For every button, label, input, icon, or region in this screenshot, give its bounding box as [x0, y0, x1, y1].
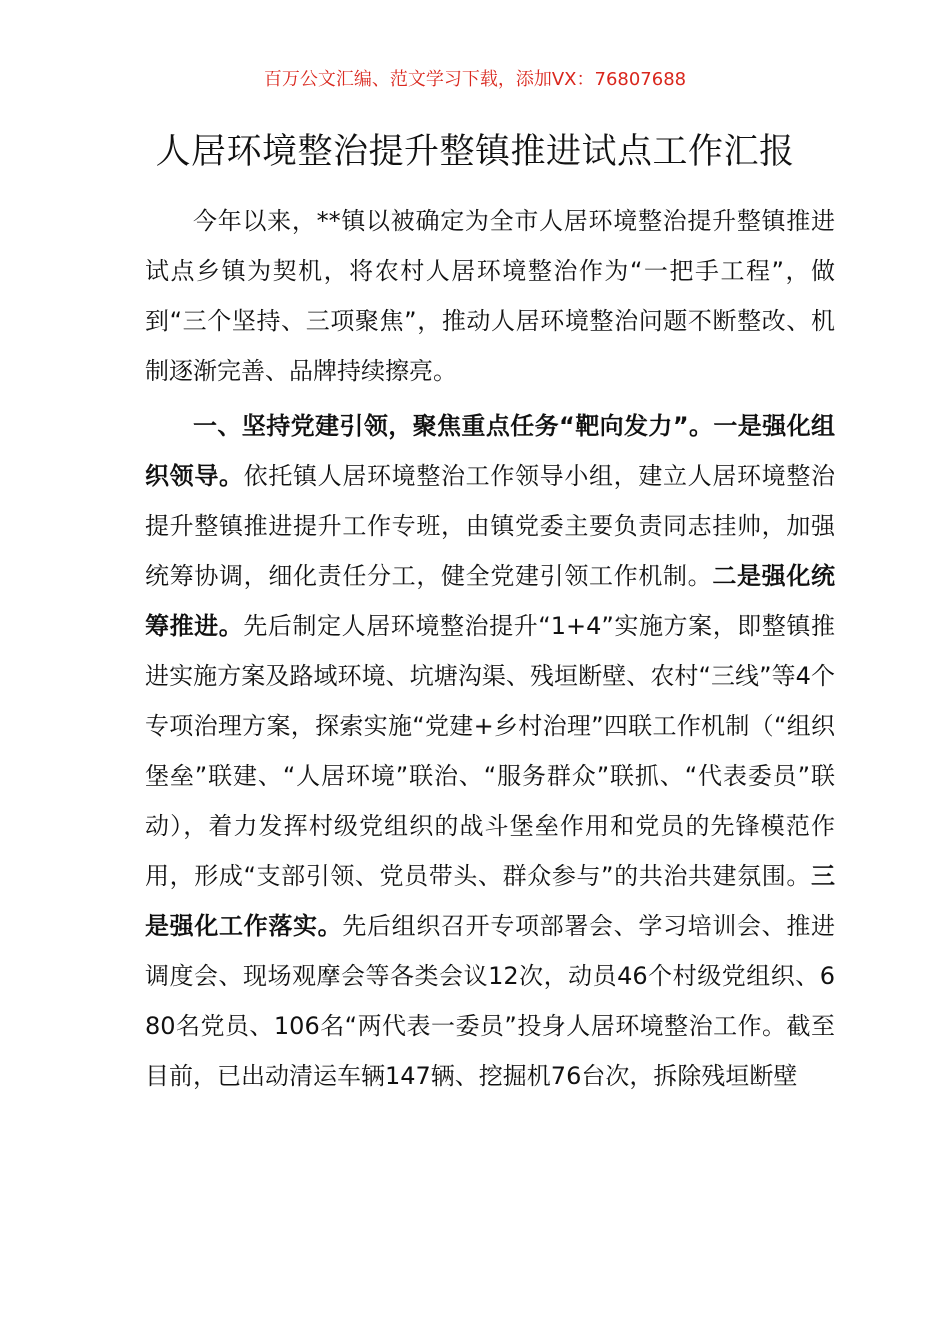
section-1-paragraph	[145, 401, 835, 1101]
point-3-title: 三是强化工作落实。	[145, 862, 835, 940]
point-2-text: 先后制定人居环境整治提升“1+4”实施方案，即整镇推进实施方案及路域环境、坑塘沟渠、残垣断壁、农村“三线”等4个专项治理方案，探索实施“党建+乡村治理”四联工作机制（“组织堡垒”联建、“人居环境”联治、“服务群众”联抓、“代表委员”联动），着力发挥村级党组织的战斗堡垒作用和党员的先锋模范作用，形成“支部引领、党员带头、群众参与”的共治共建氛围。	[145, 612, 836, 890]
document-body	[145, 196, 835, 1101]
point-1-text: 依托镇人居环境整治工作领导小组，建立人居环境整治提升整镇推进提升工作专班，由镇党委主要负责同志挂帅，加强统筹协调，细化责任分工，健全党建引领工作机制。	[145, 462, 836, 590]
document-title: 人居环境整治提升整镇推进试点工作汇报	[155, 132, 795, 172]
point-1-title: 一是强化组织领导。	[145, 412, 835, 490]
section-1-heading: 一、坚持党建引领，聚焦重点任务“靶向发力”。	[193, 412, 714, 440]
header-note: 百万公文汇编、范文学习下载，添加VX：76807688	[263, 69, 687, 90]
point-3-text: 先后组织召开专项部署会、学习培训会、推进调度会、现场观摩会等各类会议12次，动员46个村级党组织、680名党员、106名“两代表一委员”投身人居环境整治工作。截至目前，已出动清运车辆147辆、挖掘机76台次，拆除残垣断壁	[145, 912, 836, 1090]
intro-paragraph: 今年以来，**镇以被确定为全市人居环境整治提升整镇推进试点乡镇为契机，将农村人居环境整治作为“一把手工程”，做到“三个坚持、三项聚焦”，推动人居环境整治问题不断整改、机制逐渐完善、品牌持续擦亮。	[145, 207, 835, 385]
point-2-title: 二是强化统筹推进。	[145, 562, 836, 640]
